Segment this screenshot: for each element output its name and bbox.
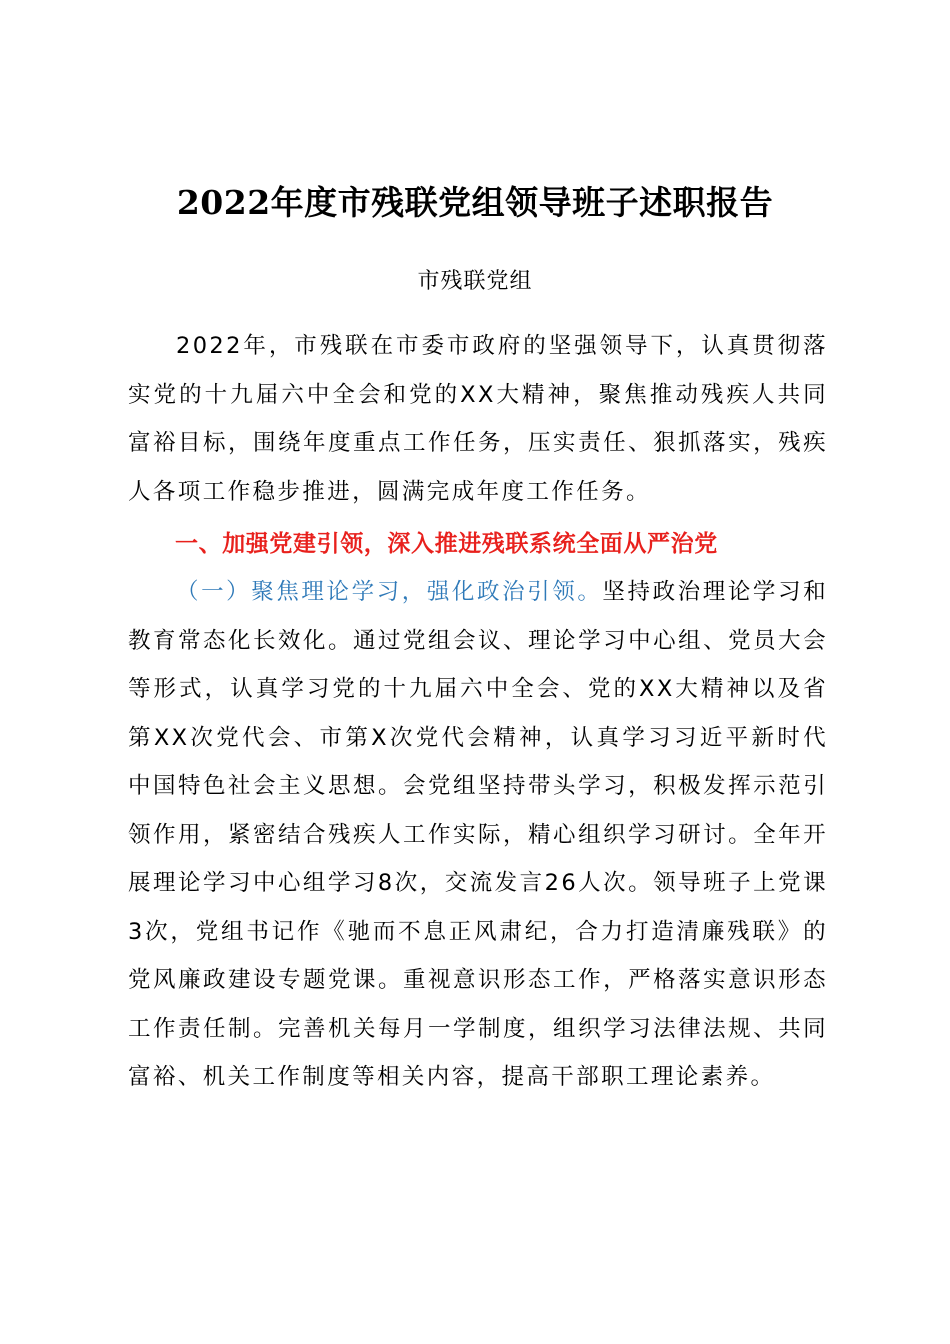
subsection-heading: （一）聚焦理论学习，强化政治引领。 (176, 579, 603, 605)
section-heading: 一、加强党建引领，深入推进残联系统全面从严治党 (175, 531, 718, 557)
subsection-body: 坚持政治理论学习和教育常态化长效化。通过党组会议、理论学习中心组、党员大会等形式，认真学习党的十九届六中全会、党的XX大精神以及省第XX次党代会、市第X次党代会精神，认真学习习近平新时代中国特色社会主义思想。会党组坚持带头学习，积极发挥示范引领作用，紧密结合残疾人工作实际，精心组织学习研讨。全年开展理论学习中心组学习8次，交流发言26人次。领导班子上党课3次，党组书记作《驰而不息正风肃纪，合力打造清廉残联》的党风廉政建设专题党课。重视意识形态工作，严格落实意识形态工作责任制。完善机关每月一学制度，组织学习法律法规、共同富裕、机关工作制度等相关内容，提高干部职工理论素养。 (128, 579, 828, 1090)
intro-paragraph: 2022年，市残联在市委市政府的坚强领导下，认真贯彻落实党的十九届六中全会和党的XX大精神，聚焦推动残疾人共同富裕目标，围绕年度重点工作任务，压实责任、狠抓落实，残疾人各项工作稳步推进，圆满完成年度工作任务。 (128, 333, 828, 505)
document-title: 2022年度市残联党组领导班子述职报告 (176, 183, 774, 222)
subsection-paragraph (128, 568, 828, 1102)
document-author: 市残联党组 (417, 269, 533, 294)
